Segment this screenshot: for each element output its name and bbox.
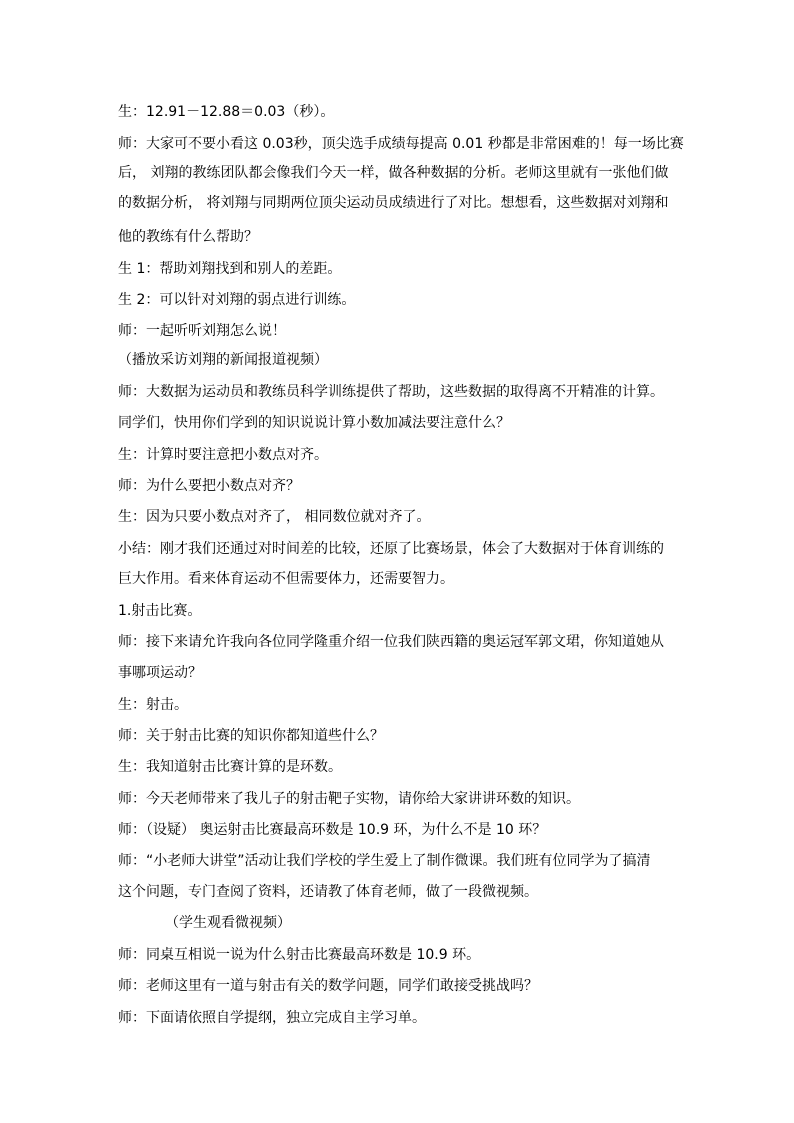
text-line: （播放采访刘翔的新闻报道视频） xyxy=(118,352,328,368)
text-line: （学生观看微视频） xyxy=(165,915,291,931)
text-line: 师：今天老师带来了我儿子的射击靶子实物，请你给大家讲讲环数的知识。 xyxy=(118,791,580,807)
text-line: 生：计算时要注意把小数点对齐。 xyxy=(118,447,328,463)
text-line: 他的教练有什么帮助？ xyxy=(118,229,258,245)
text-line: 师：大数据为运动员和教练员科学训练提供了帮助，这些数据的取得离不开精准的计算。 xyxy=(118,384,664,400)
text-line: 生：射击。 xyxy=(118,697,188,713)
text-line: 生：我知道射击比赛计算的是环数。 xyxy=(118,759,342,775)
text-line: 生 2：可以针对刘翔的弱点进行训练。 xyxy=(118,292,356,308)
text-line: 事哪项运动？ xyxy=(118,665,202,681)
text-line: 巨大作用。看来体育运动不但需要体力，还需要智力。 xyxy=(118,571,454,587)
text-line: 小结：刚才我们还通过对时间差的比较，还原了比赛场景，体会了大数据对于体育训练的 xyxy=(118,541,664,557)
text-line: 的数据分析， 将刘翔与同期两位顶尖运动员成绩进行了对比。想想看，这些数据对刘翔和 xyxy=(118,195,669,211)
text-line: 师：老师这里有一道与射击有关的数学问题，同学们敢接受挑战吗？ xyxy=(118,978,538,994)
text-line: 生 1：帮助刘翔找到和别人的差距。 xyxy=(118,261,342,277)
text-line: 生：因为只要小数点对齐了， 相同数位就对齐了。 xyxy=(118,509,431,525)
text-line: 师：关于射击比赛的知识你都知道些什么？ xyxy=(118,728,384,744)
text-line: 师：（设疑） 奥运射击比赛最高环数是 10.9 环，为什么不是 10 环？ xyxy=(118,822,547,838)
text-line: 师：大家可不要小看这 0.03秒，顶尖选手成绩每提高 0.01 秒都是非常困难的！每一场比赛 xyxy=(118,136,684,152)
text-line: 生：12.91－12.88＝0.03（秒）。 xyxy=(118,104,335,120)
text-line: 1.射击比赛。 xyxy=(118,603,202,619)
text-line: 同学们，快用你们学到的知识说说计算小数加减法要注意什么？ xyxy=(118,415,510,431)
text-line: 师：一起听听刘翔怎么说！ xyxy=(118,323,286,339)
text-line: 师：下面请依照自学提纲，独立完成自主学习单。 xyxy=(118,1010,426,1026)
text-line: 师：“小老师大讲堂”活动让我们学校的学生爱上了制作微课。我们班有位同学为了搞清 xyxy=(118,853,651,869)
text-line: 这个问题，专门查阅了资料，还请教了体育老师，做了一段微视频。 xyxy=(118,884,538,900)
text-line: 后， 刘翔的教练团队都会像我们今天一样，做各种数据的分析。老师这里就有一张他们做 xyxy=(118,165,669,181)
text-line: 师：接下来请允许我向各位同学隆重介绍一位我们陕西籍的奥运冠军郭文珺，你知道她从 xyxy=(118,634,664,650)
text-line: 师：为什么要把小数点对齐？ xyxy=(118,478,300,494)
text-line: 师：同桌互相说一说为什么射击比赛最高环数是 10.9 环。 xyxy=(118,947,481,963)
